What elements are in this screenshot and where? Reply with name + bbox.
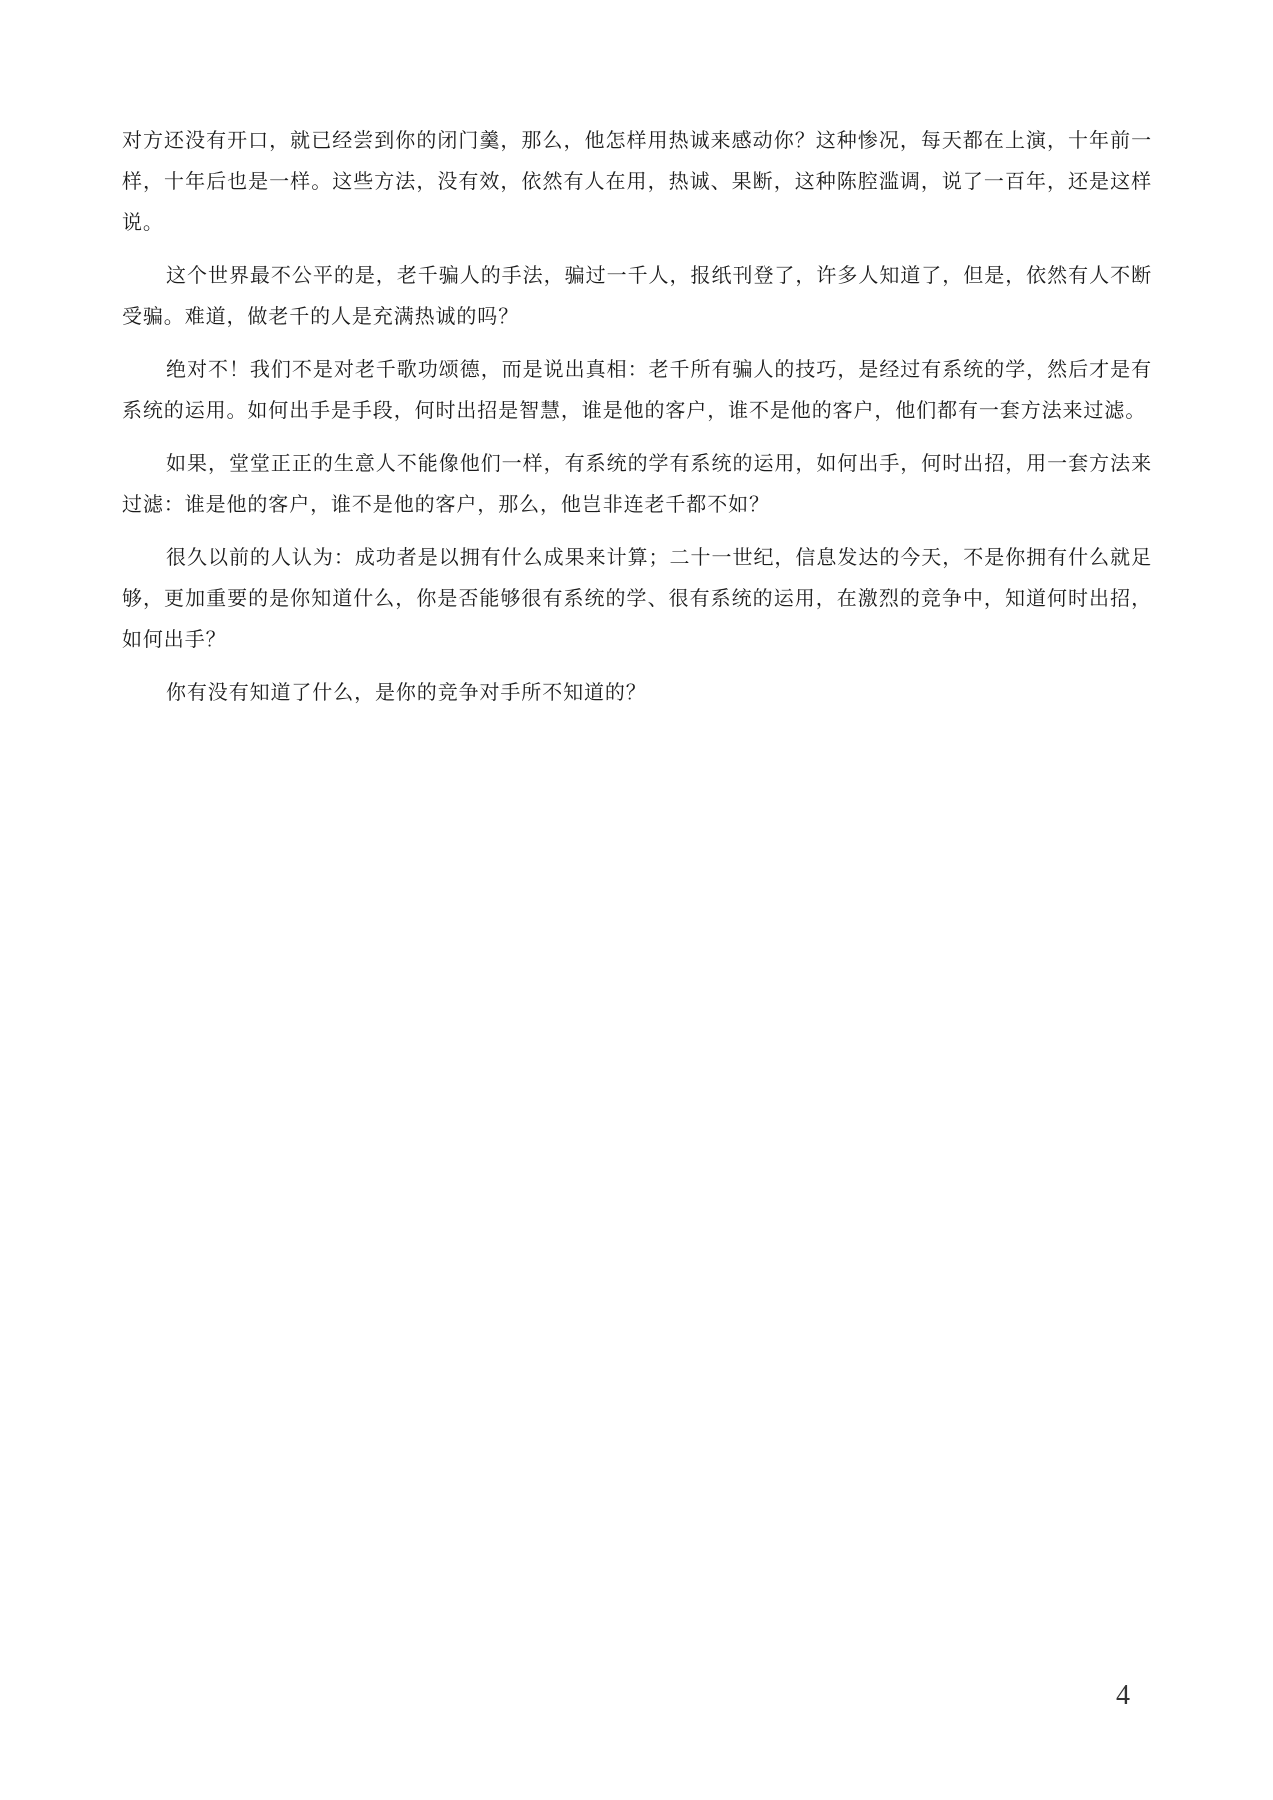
paragraph: 绝对不！我们不是对老千歌功颂德，而是说出真相：老千所有骗人的技巧，是经过有系统的学，然后才是有系统的运用。如何出手是手段，何时出招是智慧，谁是他的客户，谁不是他的客户，他们都有一套方法来过滤。 [122,357,1152,422]
paragraph: 这个世界最不公平的是，老千骗人的手法，骗过一千人，报纸刊登了，许多人知道了，但是，依然有人不断受骗。难道，做老千的人是充满热诚的吗？ [122,263,1152,328]
paragraph-continued: 对方还没有开口，就已经尝到你的闭门羹，那么，他怎样用热诚来感动你？这种惨况，每天都在上演，十年前一样，十年后也是一样。这些方法，没有效，依然有人在用，热诚、果断，这种陈腔滥调，说了一百年，还是这样说。 [122,128,1152,234]
paragraph: 如果，堂堂正正的生意人不能像他们一样，有系统的学有系统的运用，如何出手，何时出招，用一套方法来过滤：谁是他的客户，谁不是他的客户，那么，他岂非连老千都不如？ [122,451,1152,516]
page-number: 4 [1116,1680,1130,1711]
body-text [122,120,1152,725]
paragraph: 很久以前的人认为：成功者是以拥有什么成果来计算；二十一世纪，信息发达的今天，不是你拥有什么就足够，更加重要的是你知道什么，你是否能够很有系统的学、很有系统的运用，在激烈的竞争中，知道何时出招，如何出手？ [122,545,1152,651]
paragraph: 你有没有知道了什么，是你的竞争对手所不知道的？ [166,680,647,704]
